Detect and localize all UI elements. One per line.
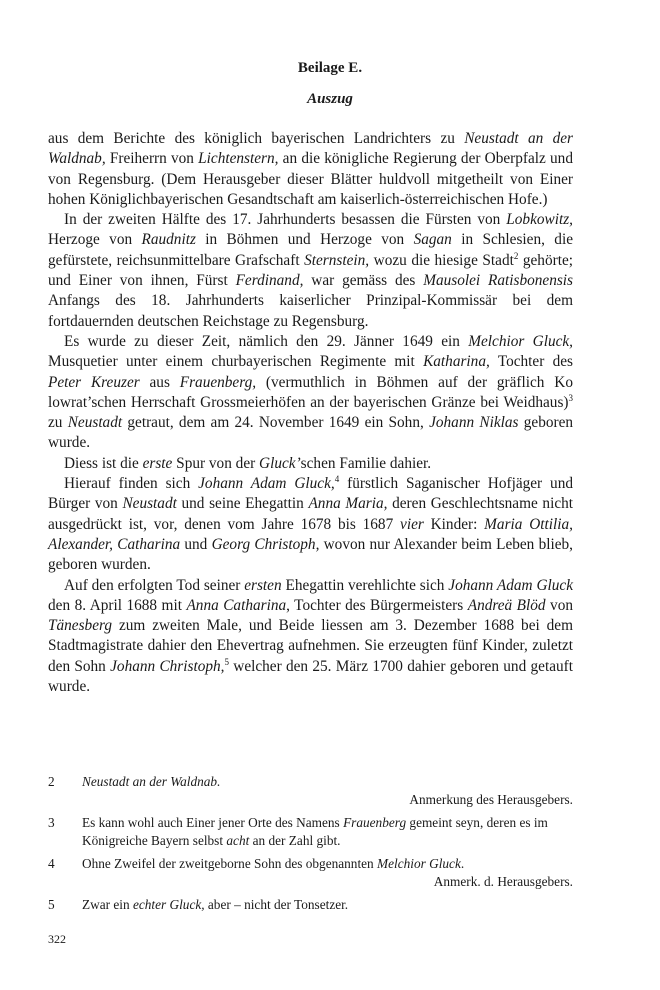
text-run: (vermuthlich in Böhmen auf der gräflich Ko lowrat’schen Herrschaft Grossmeierhöfen an der bayerischen Gränze bei Weidhaus) xyxy=(48,373,573,411)
italic-text: Johann Christoph, xyxy=(110,657,225,675)
paragraph xyxy=(48,474,573,575)
italic-text: Sagan xyxy=(413,231,452,249)
italic-text: Neustadt xyxy=(67,414,123,432)
text-run: Tochter des xyxy=(489,353,573,371)
text-run: zum zweiten Male, und Beide liessen am 3. Dezember 1688 bei dem Stadtmagistrate dahier den Ehevertrag aufnehmen. Sie erzeugten fünf Kinder, zuletzt den Sohn xyxy=(48,617,573,675)
text-run: Hierauf finden sich xyxy=(64,475,199,493)
text-run: getraut, dem am 24. November 1649 ein Sohn, xyxy=(122,414,430,432)
text-run: Anfangs des 18. Jahrhunderts kaiserlicher Prinzipal-Kommissär bei dem fortdauernden deutschen Reichstage zu Regensburg. xyxy=(48,292,573,330)
footnote-number: 3 xyxy=(48,815,55,830)
italic-text: Neustadt xyxy=(122,495,177,513)
italic-text: Melchior Gluck xyxy=(377,856,461,871)
text-run: wozu die hiesige Stadt xyxy=(369,251,514,269)
section-subheading: Auszug xyxy=(307,91,353,107)
text-run: und seine Ehegattin xyxy=(176,495,309,513)
paragraph xyxy=(48,454,573,474)
page-number: 322 xyxy=(48,932,66,946)
text-run: Es kann wohl auch Einer jener Orte des Namens xyxy=(82,815,344,830)
footnote xyxy=(48,814,573,850)
italic-text: Sternstein, xyxy=(304,251,370,269)
italic-text: Georg Christoph, xyxy=(211,535,320,553)
text-run: Es wurde zu dieser Zeit, nämlich den 29. Jänner 1649 ein xyxy=(64,332,469,350)
footnote-marker: 4 xyxy=(334,473,340,484)
text-run: in Schlesien, die gefürstete, reichsunmittelbare Grafschaft xyxy=(48,231,573,269)
text-run: wovon nur Alexander beim Leben blieb, geboren wurden. xyxy=(48,535,573,574)
footnote-marker: 2 xyxy=(513,250,519,261)
text-run: Kinder: xyxy=(423,515,485,533)
text-run: , Tochter des Bürgermeisters xyxy=(286,596,468,614)
text-run: In der zweiten Hälfte des 17. Jahrhunderts besassen die Fürsten von xyxy=(64,211,507,229)
paragraph xyxy=(48,210,573,332)
text-run: in Böhmen und Herzoge von xyxy=(195,231,414,249)
italic-text: echter Gluck, xyxy=(132,897,205,912)
text-run: geboren wurde. xyxy=(48,414,574,452)
text-run: Musquetier unter einem churbayerischen Regimente mit xyxy=(48,353,424,371)
italic-text: Anna Catharina xyxy=(186,596,287,614)
text-run: gehörte; und Einer von ihnen, Fürst xyxy=(48,251,573,290)
footnote-marker: 3 xyxy=(568,392,573,403)
footnote-text xyxy=(82,896,573,914)
text-run: schen Familie dahier. xyxy=(300,454,432,472)
section-heading: Beilage E. xyxy=(297,60,363,76)
text-run: und xyxy=(180,535,212,553)
italic-text: ersten xyxy=(244,576,282,594)
footnotes xyxy=(48,773,573,914)
italic-text: Andreä Blöd xyxy=(467,596,546,614)
italic-text: erste xyxy=(142,454,173,472)
italic-text: acht xyxy=(226,833,250,848)
italic-text: Gluck’ xyxy=(259,454,301,472)
text-run: zu xyxy=(48,414,68,432)
italic-text: Peter Kreuzer xyxy=(48,373,140,391)
text-run: aus xyxy=(139,373,180,391)
text-run: Zwar ein xyxy=(82,897,133,912)
paragraph xyxy=(48,576,573,698)
body-text xyxy=(48,129,573,697)
footnote xyxy=(48,773,573,809)
italic-text: Frauenberg, xyxy=(179,373,257,391)
italic-text: Tänesberg xyxy=(48,617,113,635)
paragraph xyxy=(48,129,573,210)
text-run: Auf den erfolgten Tod seiner xyxy=(64,576,245,594)
text-run: aus dem Berichte des königlich bayerischen Landrichters zu xyxy=(48,130,465,147)
text-run: welcher den 25. März 1700 dahier geboren und getauft wurde. xyxy=(48,657,573,696)
paragraph xyxy=(48,332,573,454)
italic-text: Neustadt an der Waldnab. xyxy=(82,774,221,789)
italic-text: vier xyxy=(400,515,424,533)
text-run: Diess ist die xyxy=(64,454,143,472)
text-run: gemeint seyn, deren es im Königreiche Bayern selbst xyxy=(82,815,548,848)
text-run: Ohne Zweifel der zweitgeborne Sohn des obgenannten xyxy=(82,856,378,871)
text-run: von xyxy=(545,596,573,614)
italic-text: Anna Maria, xyxy=(308,495,388,513)
italic-text: Neustadt an der Waldnab, xyxy=(48,130,573,168)
text-run: an der Zahl gibt. xyxy=(249,833,341,848)
text-run: Spur von der xyxy=(172,454,260,472)
italic-text: Johann Adam Gluck xyxy=(448,576,573,594)
footnote-text xyxy=(82,773,573,791)
text-run: war gemäss des xyxy=(303,272,424,290)
text-run: Herzoge von xyxy=(48,231,142,249)
italic-text: Lichtenstern, xyxy=(198,150,279,168)
italic-text: Mausolei Ratisbonensis xyxy=(423,272,573,290)
footnote-number: 4 xyxy=(48,856,55,871)
footnote-number: 5 xyxy=(48,897,55,912)
footnote xyxy=(48,855,573,891)
italic-text: Katharina, xyxy=(423,353,490,371)
italic-text: Melchior Gluck, xyxy=(468,332,573,350)
text-run: den 8. April 1688 mit xyxy=(48,596,187,614)
footnote-marker: 5 xyxy=(224,656,229,667)
italic-text: Raudnitz xyxy=(141,231,196,249)
footnote-text xyxy=(82,855,573,873)
italic-text: Johann Niklas xyxy=(429,414,519,432)
italic-text: Ferdinand, xyxy=(235,272,304,290)
text-run: fürstlich Saganischer Hofjäger und Bürger von xyxy=(48,475,573,513)
text-run: aber – nicht der Tonsetzer. xyxy=(204,897,349,912)
text-run: . xyxy=(460,856,465,871)
editor-remark: Anmerkung des Herausgebers. xyxy=(409,792,573,807)
italic-text: Lobkowitz, xyxy=(506,211,573,229)
italic-text: Johann Adam Gluck, xyxy=(198,475,335,493)
footnote xyxy=(48,896,573,914)
text-run: Ehegattin verehlichte sich xyxy=(281,576,449,594)
editor-remark: Anmerk. d. Herausgebers. xyxy=(433,874,573,889)
footnote-text xyxy=(82,814,573,850)
italic-text: Maria Ottilia, Alexander, Catharina xyxy=(48,515,573,553)
text-run: an die königliche Regierung der Oberpfalz und von Regensburg. (Dem Herausgeber dieser Blätter huldvoll mitgetheilt von Einer hohen Königlichbayerischen Gesandtschaft am kaiserlich-österreichischen Hofe.) xyxy=(48,150,573,208)
text-run: Freiherrn von xyxy=(105,150,199,168)
text-run: deren Geschlechtsname nicht ausgedrückt ist, vor, denen vom Jahre 1678 bis 1687 xyxy=(48,495,574,533)
italic-text: Frauenberg xyxy=(343,815,407,830)
footnote-number: 2 xyxy=(48,774,55,789)
